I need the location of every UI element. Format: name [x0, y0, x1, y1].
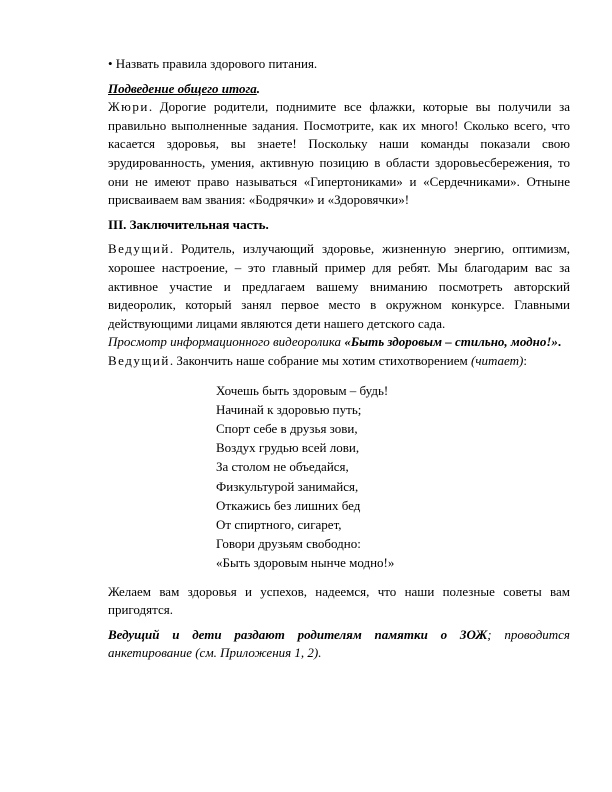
document-page: [108, 55, 570, 663]
jury-text: . Дорогие родители, поднимите все флажки, которые вы получили за правильно выполненные задания. Посмотрите, как их много! Сколько всего, что касается здоровья, вы знаете! Поскольку наши команды показали свою эрудированность, умения, активную позицию в области здоровьесбережения, то они не имеют право называться «Гипертониками» и «Сердечниками». Отныне присваиваем вам звания: «Бодрячки» и «Здоровячки»!: [108, 99, 570, 208]
host1-speaker: Ведущий: [108, 241, 170, 257]
poem-line: Физкультурой занимайся,: [216, 478, 359, 494]
summary-heading-text: Подведение общего итога: [108, 80, 257, 96]
video-title: «Быть здоровым – стильно, модно!»: [344, 334, 558, 350]
host2-speaker: Ведущий: [108, 352, 170, 368]
poem-line: Говори друзьям свободно:: [216, 536, 361, 552]
summary-heading: Подведение общего итога.: [108, 80, 261, 96]
poem-line: Начинай к здоровью путь;: [216, 401, 362, 417]
host2-paragraph: Ведущий. Закончить наше собрание мы хотим стихотворением (читает):: [108, 352, 528, 368]
host2-paren: (читает): [470, 352, 524, 368]
video-paragraph: Просмотр информационного видеоролика «Быть здоровым – стильно, модно!».: [108, 334, 562, 350]
host1-paragraph: [108, 240, 570, 333]
host2-text: . Закончить наше собрание мы хотим стихотворением: [169, 352, 471, 368]
bullet-item: • Назвать правила здорового питания.: [108, 56, 318, 71]
poem: [216, 381, 570, 573]
poem-line: Спорт себе в друзья зови,: [216, 420, 358, 436]
poem-line: От спиртного, сигарет,: [216, 516, 342, 532]
jury-speaker: Жюри: [108, 99, 149, 115]
final-suffix: ; проводится анкетирование (см. Приложения 1, 2).: [108, 626, 570, 661]
final-paragraph: [108, 626, 570, 663]
wish-paragraph: Желаем вам здоровья и успехов, надеемся, что наши полезные советы вам пригодятся.: [108, 583, 570, 618]
poem-line: Хочешь быть здоровым – будь!: [216, 382, 389, 398]
jury-paragraph: [108, 98, 570, 210]
host1-text: . Родитель, излучающий здоровье, жизненную энергию, оптимизм, хорошее настроение, – это главный пример для ребят. Мы благодарим вас за активное участие и предлагаем вашему вниманию посмотреть авторский видеоролик, который занял первое место в окружном конкурсе. Главными действующими лицами являются дети нашего детского сада.: [108, 241, 570, 331]
poem-line: Откажись без лишних бед: [216, 497, 361, 513]
video-prefix: Просмотр информационного видеоролика: [108, 334, 345, 350]
part3-heading: III. Заключительная часть.: [108, 216, 269, 232]
poem-line: Воздух грудью всей лови,: [216, 440, 360, 456]
final-prefix: Ведущий и дети раздают родителям: [108, 626, 375, 642]
final-bold: памятки о ЗОЖ: [374, 626, 488, 642]
poem-line: «Быть здоровым нынче модно!»: [216, 555, 395, 571]
poem-line: За столом не объедайся,: [216, 459, 349, 475]
